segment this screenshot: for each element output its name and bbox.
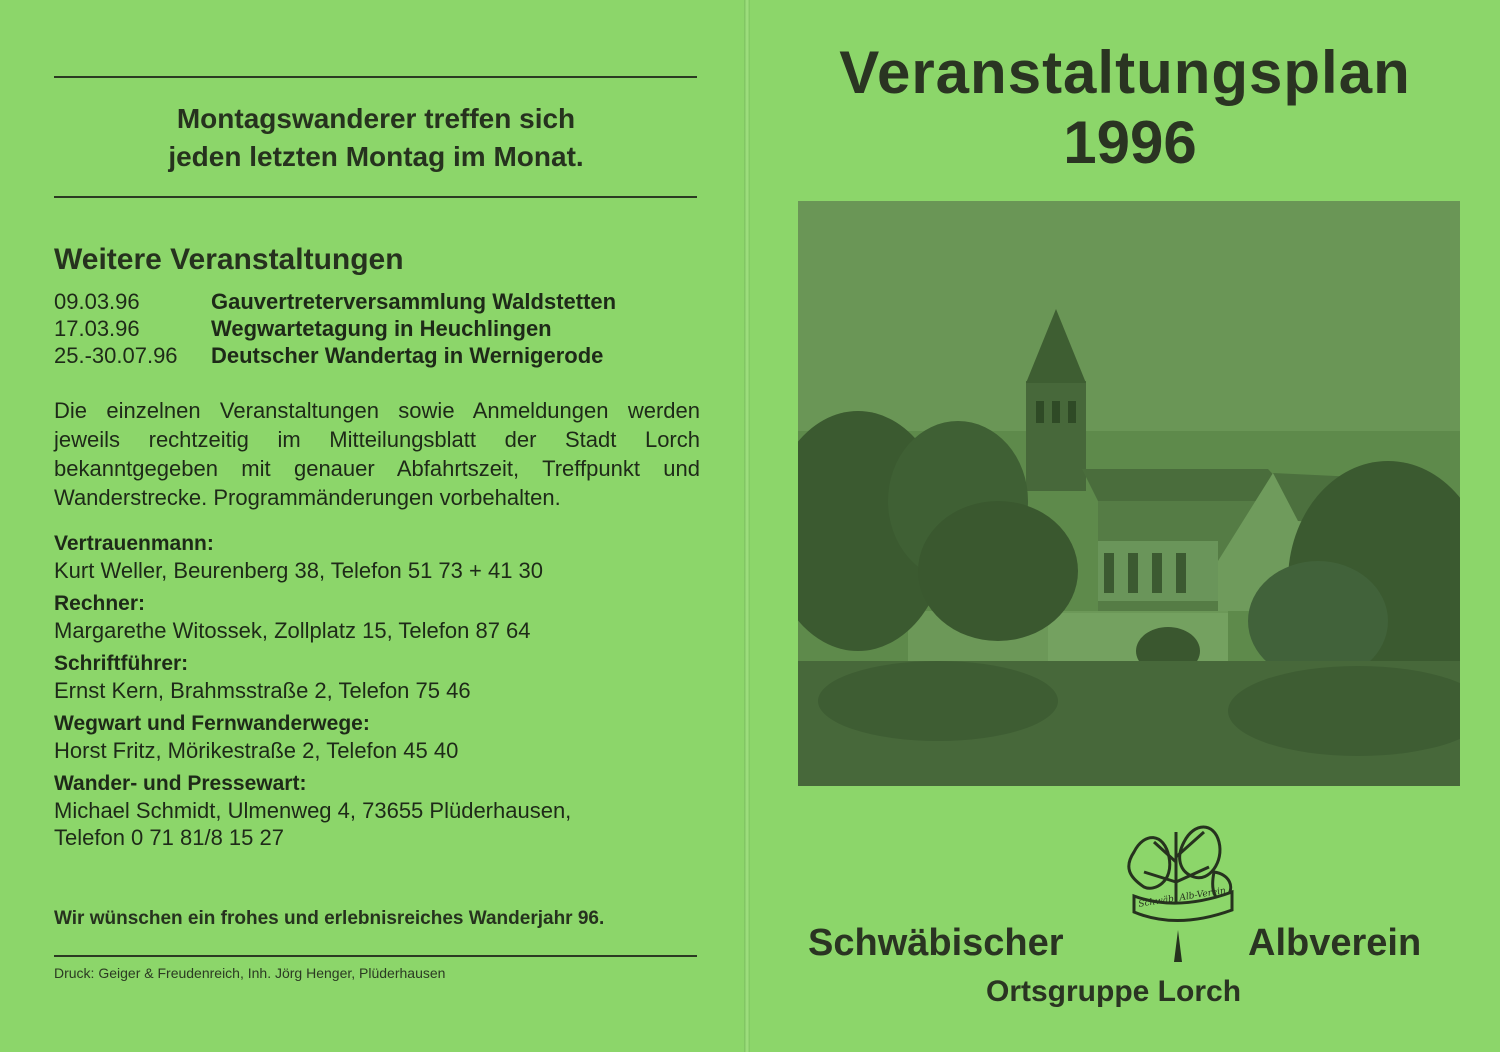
event-date: 17.03.96: [54, 316, 140, 341]
middle-rule: [54, 196, 697, 198]
contact-info: Ernst Kern, Brahmsstraße 2, Telefon 75 46: [54, 678, 471, 703]
contacts-list: [54, 530, 698, 857]
event-title: Gauvertreterversammlung Waldstetten: [211, 289, 617, 314]
emblem-label: Schwäb. Alb-Verein: [1137, 886, 1227, 910]
info-paragraph: Die einzelnen Veranstaltungen sowie Anmeldungen werden jeweils rechtzeitig im Mitteilungsblatt der Stadt Lorch bekanntgegeben mit genauer Abfahrtszeit, Treffpunkt und Wanderstrecke. Programmänderungen vorbehalten.: [54, 398, 700, 510]
event-row: [54, 315, 698, 342]
events-heading: Weitere Veranstaltungen: [54, 243, 404, 276]
contact-role: Schriftführer:: [54, 652, 189, 675]
contact-role: Vertrauenmann:: [54, 532, 214, 555]
event-row: [54, 288, 698, 315]
left-panel: [54, 0, 698, 1052]
bottom-rule: [54, 955, 697, 957]
event-title: Wegwartetagung in Heuchlingen: [211, 316, 552, 341]
church-photo-illustration: [798, 201, 1460, 786]
event-date: 09.03.96: [54, 289, 140, 314]
org-name-left: Schwäbischer: [808, 922, 1064, 964]
cover-title: Veranstaltungsplan: [839, 39, 1411, 106]
notice-line-2: jeden letzten Montag im Monat.: [168, 141, 584, 172]
right-panel: [750, 0, 1500, 1052]
closing-wish: Wir wünschen ein frohes und erlebnisreiches Wanderjahr 96.: [54, 908, 605, 929]
contact-role: Rechner:: [54, 592, 146, 615]
printer-credit: Druck: Geiger & Freudenreich, Inh. Jörg Henger, Plüderhausen: [54, 965, 446, 981]
meeting-notice: [54, 100, 698, 176]
contact-info: Horst Fritz, Mörikestraße 2, Telefon 45 40: [54, 738, 459, 763]
contact-info: Margarethe Witossek, Zollplatz 15, Telefon 87 64: [54, 618, 531, 643]
albverein-emblem-icon: [1114, 812, 1240, 972]
church-photo: [798, 201, 1460, 786]
contact-role: Wegwart und Fernwanderwege:: [54, 712, 370, 735]
cover-year: 1996: [1063, 109, 1197, 176]
contact-info: Michael Schmidt, Ulmenweg 4, 73655 Plüderhausen,: [54, 798, 572, 823]
event-row: [54, 342, 698, 369]
event-date: 25.-30.07.96: [54, 343, 178, 368]
events-list: [54, 288, 698, 369]
contact-role: Wander- und Pressewart:: [54, 772, 307, 795]
event-title: Deutscher Wandertag in Wernigerode: [211, 343, 604, 368]
org-name-right: Albverein: [1248, 922, 1422, 964]
notice-line-1: Montagswanderer treffen sich: [176, 103, 576, 134]
top-rule: [54, 76, 697, 78]
org-local-group: Ortsgruppe Lorch: [986, 975, 1242, 1008]
contact-info-phone: Telefon 0 71 81/8 15 27: [54, 825, 284, 850]
contact-info: Kurt Weller, Beurenberg 38, Telefon 51 73 + 41 30: [54, 558, 544, 583]
